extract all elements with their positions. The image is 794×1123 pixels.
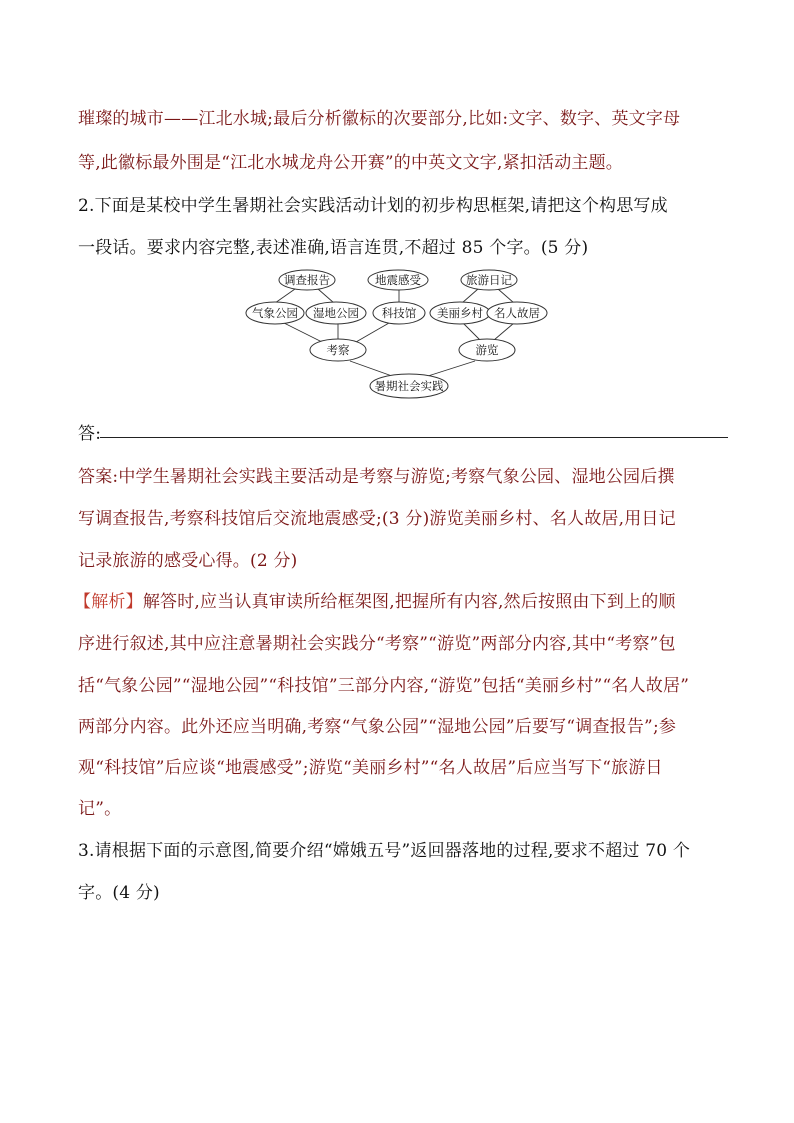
analysis-line-4: 两部分内容。此外还应当明确,考察“气象公园”“湿地公园”后要写“调查报告”;参 — [78, 717, 677, 737]
analysis-line-3: 括“气象公园”“湿地公园”“科技馆”三部分内容,“游览”包括“美丽乡村”“名人故居” — [78, 676, 690, 696]
continuation-line-1: 璀璨的城市——江北水城;最后分析徽标的次要部分,比如:文字、数字、英文字母 — [78, 109, 681, 129]
connector-line — [494, 323, 514, 340]
connector-line — [318, 289, 334, 303]
answer-label: 答: — [78, 424, 102, 444]
node-label-diaocha: 调查报告 — [284, 273, 330, 287]
node-label-mingren: 名人故居 — [494, 306, 540, 320]
node-label-keji: 科技馆 — [381, 306, 417, 320]
node-label-meili: 美丽乡村 — [437, 306, 483, 320]
connector-line — [498, 289, 514, 303]
node-label-dizhen: 地震感受 — [375, 273, 421, 287]
connector-line — [282, 322, 322, 342]
framework-diagram — [0, 266, 794, 406]
connector-line — [462, 289, 478, 303]
connector-line — [350, 361, 392, 376]
answer-line-2: 写调查报告,考察科技馆后交流地震感受;(3 分)游览美丽乡村、名人故居,用日记 — [78, 509, 676, 529]
node-label-youlan: 游览 — [475, 343, 499, 357]
answer-line-3: 记录旅游的感受心得。(2 分) — [78, 551, 298, 571]
analysis-line-1-text: 解答时,应当认真审读所给框架图,把握所有内容,然后按照由下到上的顺 — [142, 592, 676, 612]
answer-line-1: 答案:中学生暑期社会实践主要活动是考察与游览;考察气象公园、湿地公园后撰 — [78, 467, 675, 487]
analysis-line-2: 序进行叙述,其中应注意暑期社会实践分“考察”“游览”两部分内容,其中“考察”包 — [78, 634, 676, 654]
question-3-prompt-line-2: 字。(4 分) — [78, 883, 160, 903]
analysis-line-1 — [74, 587, 676, 612]
question-2-prompt-line-1: 2.下面是某校中学生暑期社会实践活动计划的初步构思框架,请把这个构思写成 — [78, 196, 668, 216]
node-label-lvyou: 旅游日记 — [466, 273, 512, 287]
analysis-line-6: 记”。 — [78, 799, 122, 819]
connector-line — [356, 323, 389, 342]
analysis-tag: 【解析】 — [74, 592, 143, 612]
node-label-shidi: 湿地公园 — [313, 306, 359, 320]
question-2-prompt-line-2: 一段话。要求内容完整,表述准确,语言连贯,不超过 85 个字。(5 分) — [78, 238, 589, 258]
node-label-kaocha: 考察 — [326, 343, 350, 357]
analysis-line-5: 观“科技馆”后应谈“地震感受”;游览“美丽乡村”“名人故居”后应当写下“旅游日 — [78, 758, 663, 778]
node-label-root: 暑期社会实践 — [374, 379, 444, 393]
continuation-line-2: 等,此徽标最外围是“江北水城龙舟公开赛”的中英文文字,紧扣活动主题。 — [78, 153, 623, 173]
connector-line — [428, 361, 475, 376]
question-3-prompt-line-1: 3.请根据下面的示意图,简要介绍“嫦娥五号”返回器落地的过程,要求不超过 70 个 — [78, 841, 691, 861]
connector-line — [275, 289, 295, 303]
answer-blank-line[interactable] — [100, 437, 728, 438]
connector-line — [463, 323, 480, 340]
node-label-qixiang: 气象公园 — [252, 306, 298, 320]
